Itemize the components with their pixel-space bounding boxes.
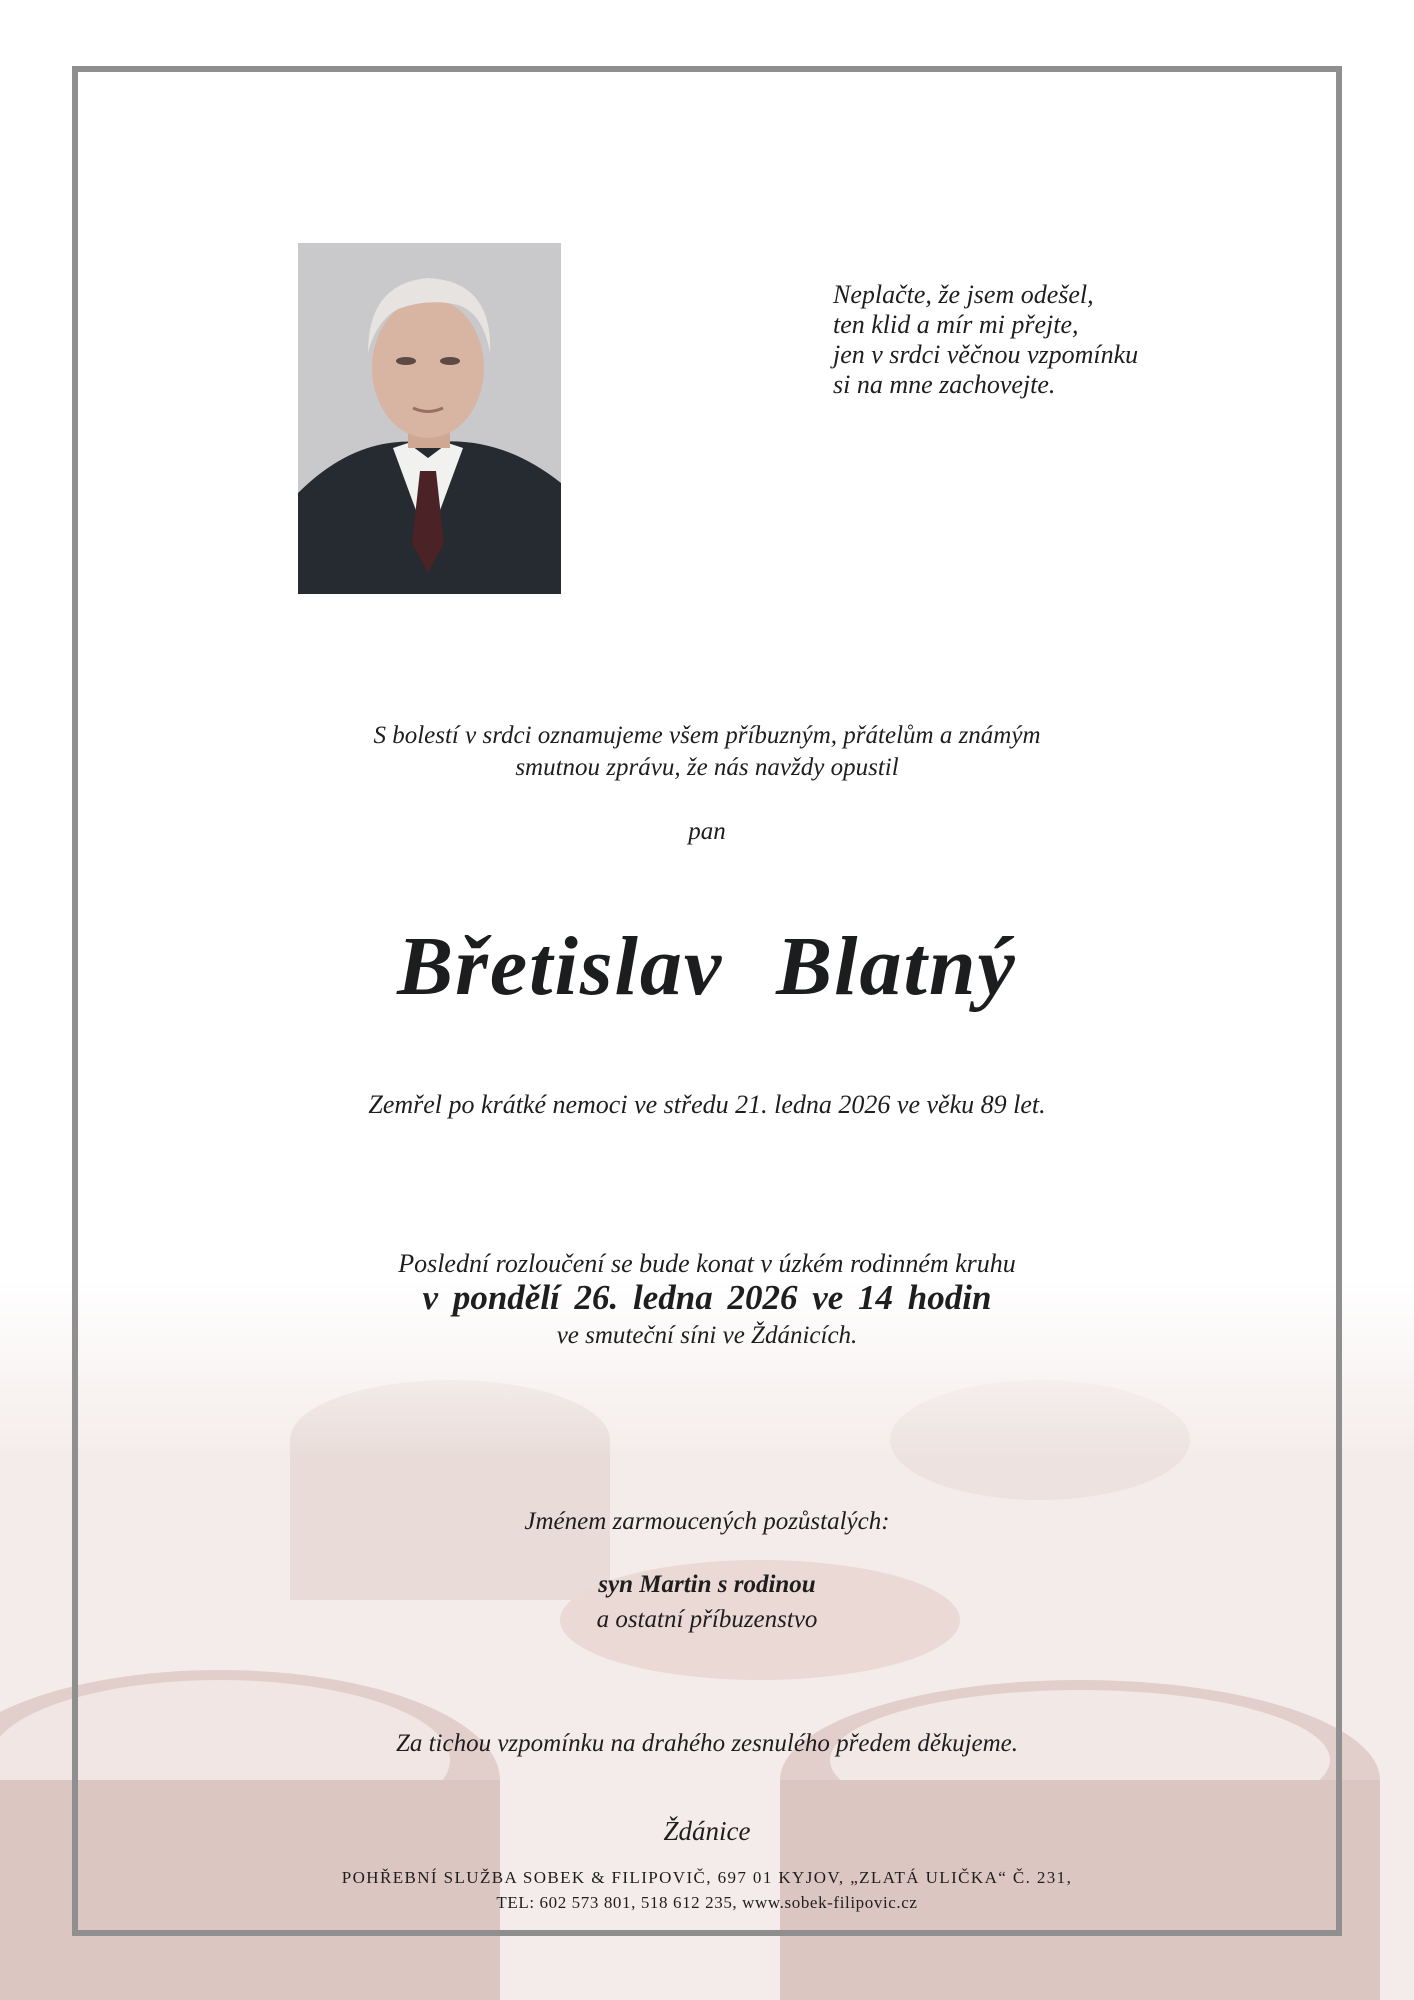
- title-pan: pan: [688, 818, 726, 845]
- death-notice: Zemřel po krátké nemoci ve středu 21. ledna 2026 ve věku 89 let.: [368, 1090, 1046, 1119]
- mourner-others: a ostatní příbuzenstvo: [596, 1606, 818, 1633]
- poem-line: si na mne zachovejte.: [833, 370, 1056, 399]
- farewell-datetime: v pondělí 26. ledna 2026 ve 14 hodin: [422, 1278, 992, 1317]
- poem-line: Neplačte, že jsem odešel,: [833, 280, 1094, 309]
- poem-line: ten klid a mír mi přejte,: [833, 310, 1079, 339]
- poem: [833, 280, 1138, 400]
- funeral-service-address: POHŘEBNÍ SLUŽBA SOBEK & FILIPOVIČ, 697 01 KYJOV, „ZLATÁ ULIČKA“ Č. 231,: [341, 1868, 1073, 1887]
- thanks-note: Za tichou vzpomínku na drahého zesnulého předem děkujeme.: [395, 1730, 1019, 1757]
- farewell-intro: Poslední rozloučení se bude konat v úzkém rodinném kruhu: [398, 1249, 1016, 1278]
- farewell-place: ve smuteční síni ve Ždánicích.: [556, 1322, 858, 1349]
- portrait-photo: [298, 243, 561, 594]
- town-name: Ždánice: [663, 1816, 751, 1846]
- announcement-intro: [72, 720, 1342, 784]
- funeral-service-contact: TEL: 602 573 801, 518 612 235, www.sobek-filipovic.cz: [496, 1893, 918, 1912]
- announcement-line-2: smutnou zprávu, že nás navždy opustil: [515, 754, 899, 781]
- announcement-line-1: S bolestí v srdci oznamujeme všem příbuzným, přátelům a známým: [373, 722, 1041, 749]
- mourner-son: syn Martin s rodinou: [598, 1571, 816, 1598]
- deceased-name: Břetislav Blatný: [397, 920, 1017, 1013]
- mourners-heading: Jménem zarmoucených pozůstalých:: [524, 1508, 890, 1535]
- poem-line: jen v srdci věčnou vzpomínku: [833, 340, 1139, 369]
